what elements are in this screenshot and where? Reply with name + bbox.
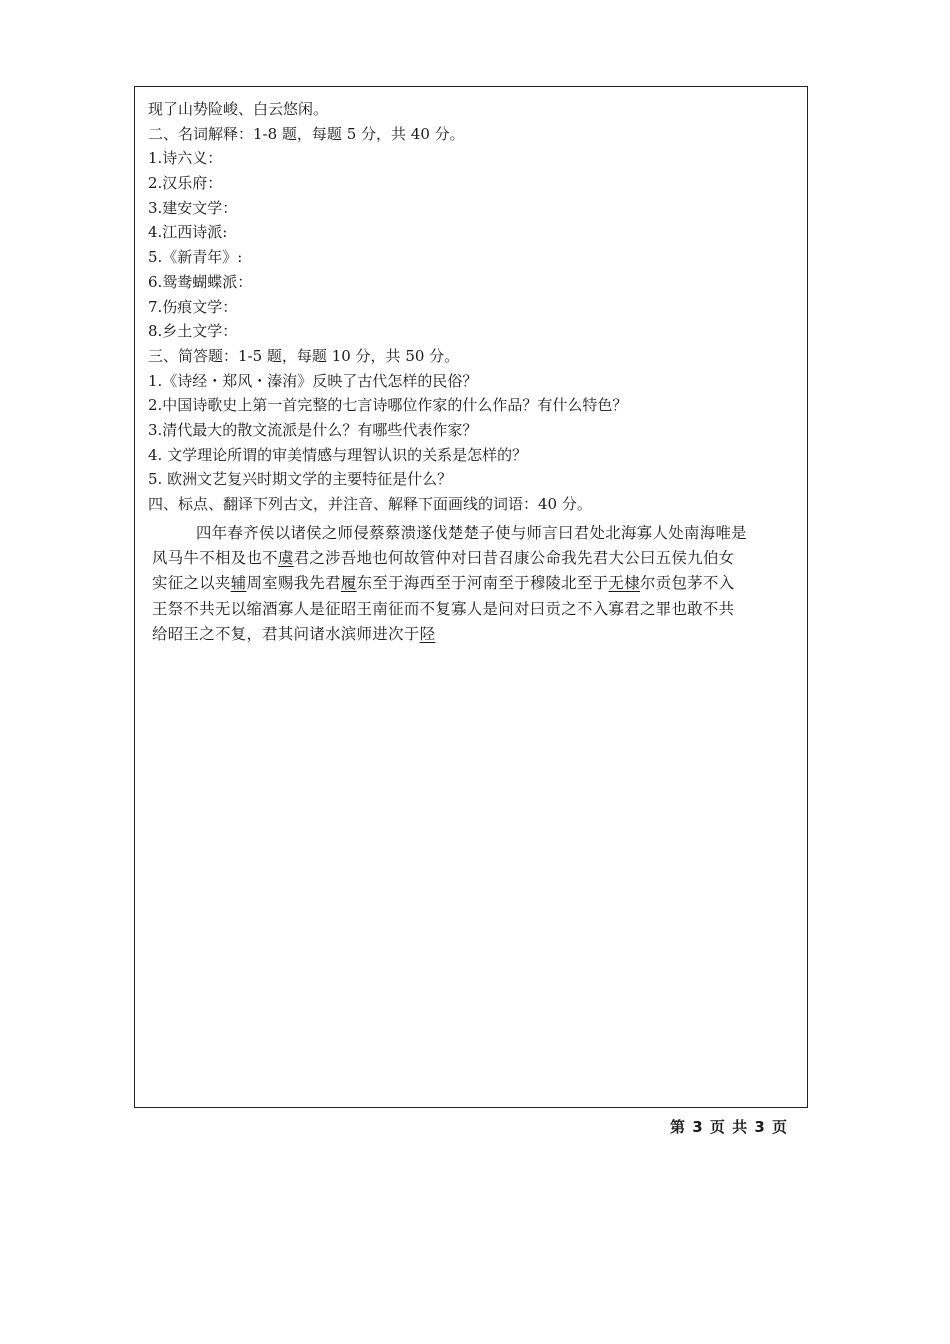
passage-text: 王祭不共无以缩酒寡人是征昭王南征而不复寡人是问对曰贡之不入寡君之罪也敢不共 bbox=[152, 599, 735, 618]
underlined-word: 无棣 bbox=[608, 574, 641, 593]
passage-line-5 bbox=[152, 622, 794, 647]
term-item-5: 5.《新青年》: bbox=[148, 248, 243, 267]
passage-line-1 bbox=[152, 521, 794, 546]
term-item-4: 4.江西诗派: bbox=[148, 223, 228, 242]
short-answer-1: 1.《诗经・郑风・溱洧》反映了古代怎样的民俗？ bbox=[148, 371, 478, 390]
passage-text: 周室赐我先君 bbox=[246, 574, 341, 593]
term-item-1: 1.诗六义： bbox=[148, 149, 223, 168]
term-item-3: 3.建安文学： bbox=[148, 198, 238, 217]
passage-text: 君之涉吾地也何故管仲对曰昔召康公命我先君大公曰五侯九伯女 bbox=[293, 549, 735, 568]
short-answer-2: 2.中国诗歌史上第一首完整的七言诗哪位作家的什么作品？有什么特色？ bbox=[148, 396, 628, 415]
section-2-heading: 二、名词解释：1-8 题，每题 5 分，共 40 分。 bbox=[148, 124, 465, 143]
passage-text: 给昭王之不复，君其问诸水滨师进次于 bbox=[152, 624, 420, 643]
passage-line-4 bbox=[152, 597, 794, 622]
classical-passage bbox=[152, 521, 794, 647]
underlined-word: 陉 bbox=[419, 624, 436, 643]
short-answer-4: 4. 文学理论所谓的审美情感与理智认识的关系是怎样的？ bbox=[148, 445, 528, 464]
exam-questions bbox=[148, 97, 796, 517]
term-item-6: 6.鸳鸯蝴蝶派： bbox=[148, 272, 253, 291]
passage-text: 四年春齐侯以诸侯之师侵蔡蔡溃遂伐楚楚子使与师言曰君处北海寡人处南海唯是 bbox=[196, 524, 747, 542]
underlined-word: 履 bbox=[340, 574, 357, 593]
term-item-2: 2.汉乐府： bbox=[148, 174, 223, 193]
term-item-7: 7.伤痕文学： bbox=[148, 297, 238, 316]
page-number: 第 3 页 共 3 页 bbox=[670, 1118, 788, 1136]
section-3-heading: 三、简答题：1-5 题，每题 10 分，共 50 分。 bbox=[148, 346, 460, 365]
passage-text: 实征之以夹 bbox=[152, 574, 231, 593]
passage-text: 风马牛不相及也不 bbox=[152, 549, 278, 568]
underlined-word: 辅 bbox=[230, 574, 247, 593]
underlined-word: 虞 bbox=[277, 549, 294, 568]
continuation-text: 现了山势险峻、白云悠闲。 bbox=[148, 100, 329, 118]
passage-text: 东至于海西至于河南至于穆陵北至于 bbox=[356, 574, 609, 593]
passage-text: 尔贡包茅不入 bbox=[640, 574, 735, 593]
section-4-heading: 四、标点、翻译下列古文，并注音、解释下面画线的词语：40 分。 bbox=[148, 495, 592, 513]
term-item-8: 8.乡土文学： bbox=[148, 322, 238, 341]
passage-line-2 bbox=[152, 546, 794, 571]
passage-line-3 bbox=[152, 571, 794, 596]
short-answer-5: 5. 欧洲文艺复兴时期文学的主要特征是什么？ bbox=[148, 470, 453, 489]
short-answer-3: 3.清代最大的散文流派是什么？有哪些代表作家？ bbox=[148, 420, 478, 439]
